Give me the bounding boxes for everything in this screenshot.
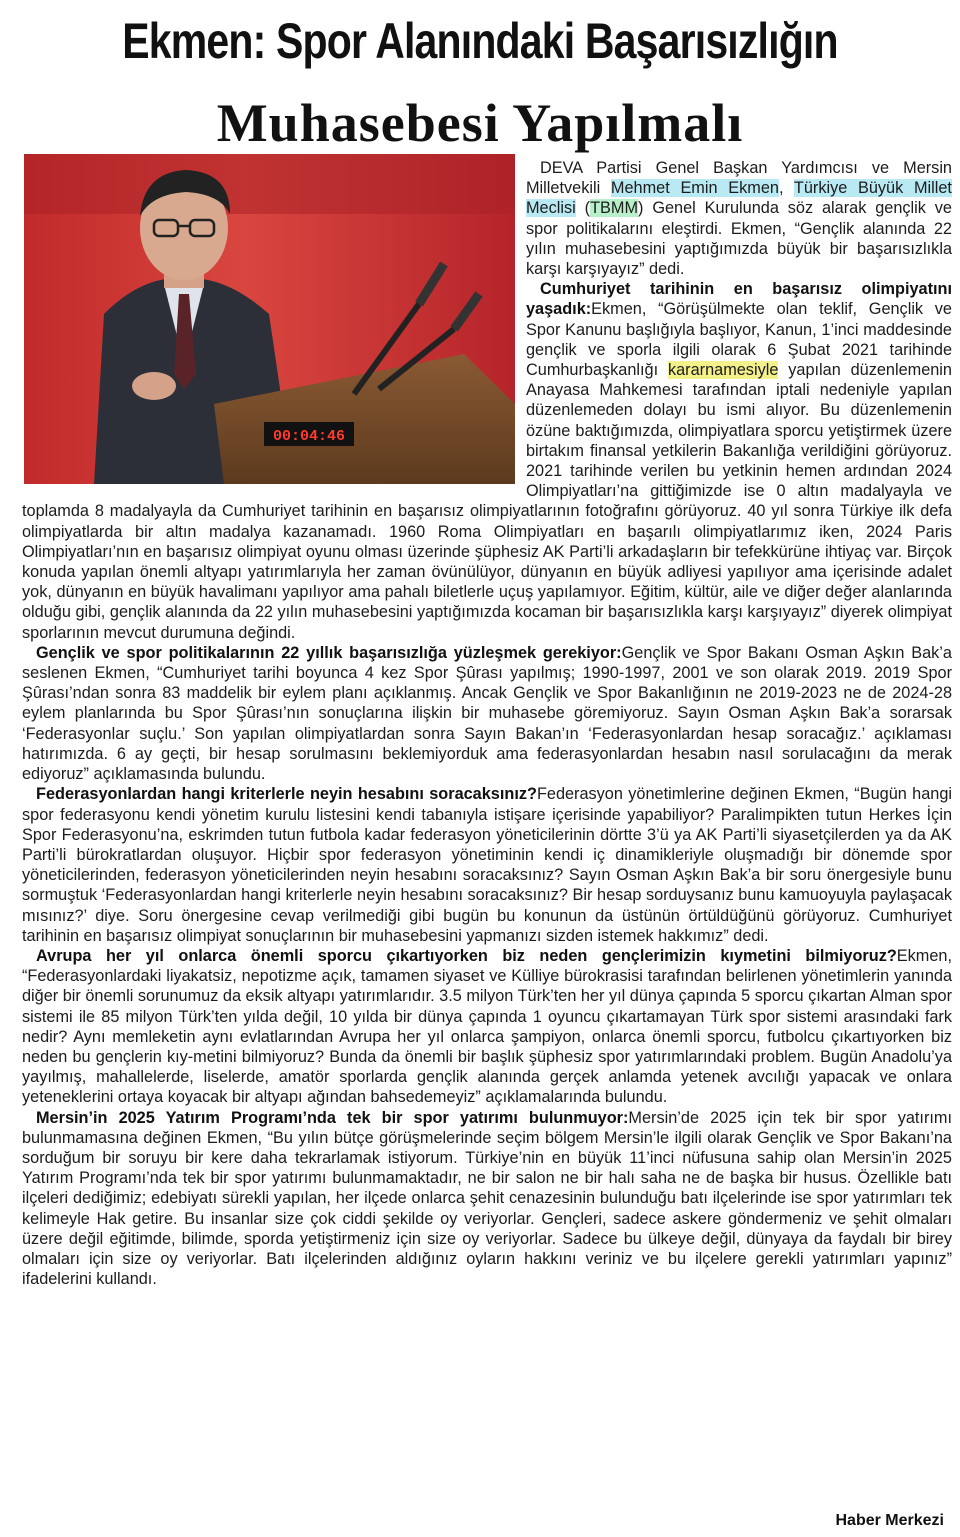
headline (0, 0, 960, 154)
article-body (22, 158, 952, 1289)
headline-line-2: Muhasebesi Yapılmalı (216, 93, 744, 153)
paragraph-youth-policy: Gençlik ve spor politikalarının 22 yıllık başarısızlığa yüzleşmek gerekiyor:Gençlik ve Spor Bakanı Osman Aşkın Bak’a seslenen Ekmen, “Cumhuriyet tarihi boyunca 4 kez Spor Şûrası yapılmış; 1990-1997, 2001 ve son olarak 2019. 2019 Spor Şûrası’ndan sonra 83 maddelik bir eylem planı açıklanmış. Ancak Gençlik ve Spor Bakanlığının ne 2019-2023 ne de 2024-28 eylem planlarında bu Spor Şûrası’nın sonuçlarına ilişkin bir muhasebe göremiyoruz. Sayın Osman Aşkın Bak’a sorarsak ‘Federasyonlar suçlu.’ Son yapılan olimpiyatlardan sonra Sayın Bakan’ın ‘Federasyonlardan hesap soracağız.’ açıklaması hatırımızda. 6 ay geçti, bir hesap sorulmasını beklemiyorduk ama federasyonlardan hesabın nasıl sorulacağını da merak ediyoruz” açıklamasında bulundu. (22, 643, 952, 784)
subheading-youth-policy: Gençlik ve spor politikalarının 22 yıllık başarısızlığa yüzleşmek gerekiyor: (36, 643, 622, 662)
subheading-europe: Avrupa her yıl onlarca önemli sporcu çıkartıyorken biz neden gençlerimizin kıymetini bilmiyoruz? (36, 946, 897, 965)
paragraph-europe: Avrupa her yıl onlarca önemli sporcu çıkartıyorken biz neden gençlerimizin kıymetini bilmiyoruz?Ekmen, “Federasyonlardaki liyakatsiz, nepotizme açık, tamamen siyaset ve Külliye bürokrasisi tarafından belirlenen yönetimlerin yanında diğer bir önemli sorunumuz da eksik altyapı yatırımlarıdır. 3.5 milyon Türk’ten her yıl dünya çapında 5 sporcu çıkartan Alman spor sistemi ile 85 milyon Türk’ten yılda değil, 10 yılda bir dünya çapında 1 oyuncu çıkartamayan Türk spor sistemi arasındaki fark nedir? Aynı memleketin aynı evlatlarından Avrupa her yıl onlarca şampiyon, onlarca önemli sporcu, futbolcu çıkartıyorken biz neden bu gençlerin kıy-metini bilmiyoruz? Bunda da önemli bir başlık şüphesiz spor yatırımlarındaki problem. Bugün Anadolu’ya yayılmış, mahallelerde, liselerde, amatör sporlarda gençlik alanında gerçek anlamda yetenek avcılığı yapacak ve onlara yeteneklerini ortaya koyacak bir altyapı ağından bahsedemeyiz” açıklamalarında bulundu. (22, 946, 952, 1107)
subheading-federations: Federasyonlardan hangi kriterlerle neyin hesabını soracaksınız? (36, 785, 537, 804)
paragraph-federations: Federasyonlardan hangi kriterlerle neyin hesabını soracaksınız?Federasyon yönetimlerine değinen Ekmen, “Bugün hangi spor federasyonu kendi yönetim kurulu listesini kendi tabanıyla istişare içerisinde yapabiliyor? Paralimpikten tutun Herkes İçin Spor Federasyonu’na, eskrimden tutun futbola kadar federasyon yöneticilerinin dörtte 3’ü ya AK Parti’li siyasetçilerden ya da AK Parti’li bürokratlardan oluşuyor. Hiçbir spor federasyon yönetiminin kendi iç dinamikleriyle oluşmadığı bir dönemde spor yöneticilerinden, federasyon yöneticilerinden neyin hesabını soracaksınız? Sayın Osman Aşkın Bak’a bir soru önergesiyle bunu sormuştuk ‘Federasyonlardan hangi kriterlerle neyin hesabını soracaksınız? Bir hesap sorduysanız bunu kamuoyuyla paylaşacak mısınız?’ diye. Soru önergesine cevap verilmediği gibi bugün bu konunun da üstünün örtüldüğünü görüyoruz. Cumhuriyet tarihinin en başarısız olimpiyat sonuçlarının bir muhasebesini yapmanızı sizden istemek hakkımız” dedi. (22, 785, 953, 945)
paragraph-mersin: Mersin’in 2025 Yatırım Programı’nda tek bir spor yatırımı bulunmuyor:Mersin’de 2025 için tek bir spor yatırımı bulunmamasına değinen Ekmen, “Bu yılın bütçe görüşmelerinde seçim bölgem Mersin’le ilgili olarak Gençlik ve Spor Bakanı’na sorduğum bir soruyu bir kere daha tekrarlamak istiyorum. Türkiye’nin en büyük 11’inci nüfusuna sahip olan Mersin’in 2025 Yatırım Programı’nda tek bir spor yatırımı bulunmamaktadır, ne bir salon ne bir halı saha ne de başka bir husus. Özellikle batı ilçeleri dediğimiz; edebiyatı sürekli yapılan, her ilçede onlarca şehit cenazesinin bulunduğu batı ilçelerinde ise spor yatırımları tek kelimeyle Hak getire. Bu insanlar size çok ciddi şekilde oy veriyorlar. Gençleri, sadece askere göndermeniz ve şehit olmaları üzere değil eğitimde, bilimde, sporda yetiştirmeniz için size oy veriyorlar. Sadece bu ülkeye değil, dünyaya da faydalı bir birey olmaları için size oy veriyorlar. Batı ilçelerinden aldığınız oyların hakkını veriniz ve bu ilçelere gerekli yatırımları yapınız” ifadelerini kullandı. (22, 1108, 952, 1289)
subheading-olympics: Cumhuriyet tarihinin en başarısız olimpiyatını yaşadık: (526, 280, 952, 319)
subheading-mersin: Mersin’in 2025 Yatırım Programı’nda tek bir spor yatırımı bulunmuyor: (36, 1108, 629, 1127)
highlight-decree: kararnamesiyle (667, 361, 779, 380)
highlight-institution: Türkiye Büyük Millet Meclisi (526, 179, 952, 218)
headline-line-1: Ekmen: Spor Alanındaki Başarısızlığın (122, 13, 838, 69)
paragraph-intro: DEVA Partisi Genel Başkan Yardımcısı ve Mersin Milletvekili Mehmet Emin Ekmen, Türkiye Büyük Millet Meclisi (TBMM) Genel Kurulunda söz alarak gençlik ve spor politikalarını eleştirdi. Ekmen, “Gençlik alanında 22 yılın muhasebesini yaptığımızda büyük bir başarısızlıkla karşı karşıyayız” dedi. (526, 159, 952, 279)
paragraph-olympics: Cumhuriyet tarihinin en başarısız olimpiyatını yaşadık:Ekmen, “Görüşülmekte olan teklif, Gençlik ve Spor Kanunu başlığıyla başlıyor, Kanun, 1’inci maddesinde gençlik ve sporla ilgili olarak 6 Şubat 2021 tarihinde Cumhurbaşkanlığı kararnamesiyle yapılan düzenlemenin Anayasa Mahkemesi tarafından iptali nedeniyle yapılan düzenlemeden dolayı bu ismi alıyor. Bu düzenlemenin özüne baktığımızda, olimpiyatlara sporcu yetiştirmek üzere birtakım finansal yetkilerin Bakanlığa verildiğini görüyoruz. 2021 tarihinde verilen bu yetkinin hemen ardından 2024 Olimpiyatları’na gittiğimizde ise 0 altın madalyayla ve toplamda 8 madalyayla da Cumhuriyet tarihinin en başarısız olimpiyatlarının fotoğrafını görüyoruz. 40 yıl sonra Türkiye ilk defa olimpiyatlarda bir altın madalya kazanamadı. 1960 Roma Olimpiyatları en başarılı olimpiyatlarımız iken, 2024 Paris Olimpiyatları’nın en başarısız olimpiyat oyunu olması üzerinde şüphesiz AK Parti’li arkadaşların bir tefekkürüne ihtiyaç var. Birçok konuda yapılan önemli altyapı yatırımlarıyla her zaman övünülüyor, dünyanın en büyük adliyesi yapılıyor ama içerisinde adalet yok, dünyanın en büyük havalimanı yapılıyor ama pahalı biletlerle uçuş yapılamıyor. Eğitim, kültür, aile ve diğer değer alanlarında olduğu gibi, gençlik alanında da 22 yılın muhasebesini yaptığımızda kocaman bir başarısızlıkla karşı karşıyayız” diyerek olimpiyat sporlarının mevcut durumuna değindi. (22, 280, 952, 642)
counter-display: 00:04:46 (272, 428, 346, 445)
highlight-name: Mehmet Emin Ekmen (610, 179, 779, 198)
byline: Haber Merkezi (835, 1512, 944, 1529)
highlight-abbr: TBMM (590, 199, 639, 218)
